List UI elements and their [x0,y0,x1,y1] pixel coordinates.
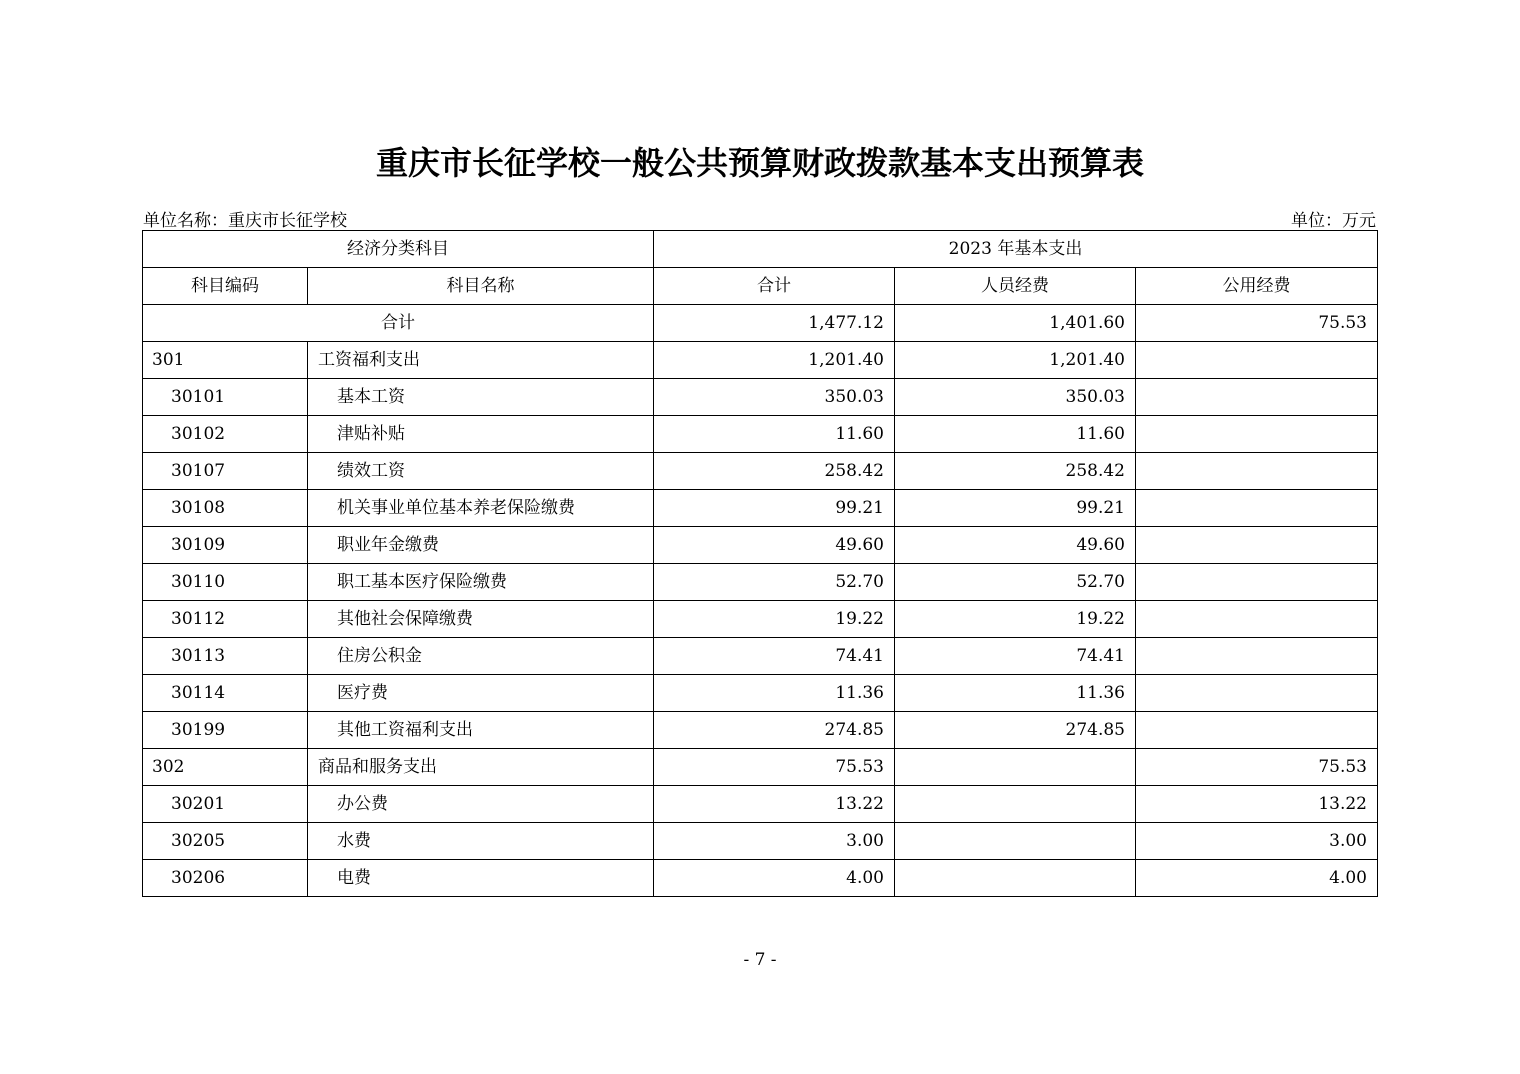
header-row-1 [143,231,1378,268]
total-row-total: 1,477.12 [654,305,895,342]
row-public: 75.53 [1136,749,1378,786]
row-name: 商品和服务支出 [308,749,654,786]
header-econ-class: 经济分类科目 [143,231,654,268]
row-public [1136,675,1378,712]
total-row-public: 75.53 [1136,305,1378,342]
unit-name-label: 单位名称：重庆市长征学校 [143,211,347,231]
table-row [143,453,1378,490]
row-code: 30206 [143,860,308,897]
table-row [143,638,1378,675]
row-public [1136,638,1378,675]
header-name: 科目名称 [308,268,654,305]
row-code: 30109 [143,527,308,564]
row-total: 13.22 [654,786,895,823]
total-row-personnel: 1,401.60 [895,305,1136,342]
row-total: 11.36 [654,675,895,712]
table-row [143,527,1378,564]
unit-label: 单位：万元 [1291,211,1376,231]
table-row [143,786,1378,823]
row-public [1136,342,1378,379]
row-public: 13.22 [1136,786,1378,823]
row-public [1136,712,1378,749]
row-name: 住房公积金 [308,638,654,675]
row-total: 99.21 [654,490,895,527]
header-row-2 [143,268,1378,305]
row-personnel: 49.60 [895,527,1136,564]
row-personnel: 258.42 [895,453,1136,490]
row-personnel: 11.60 [895,416,1136,453]
row-name: 基本工资 [308,379,654,416]
row-name: 职业年金缴费 [308,527,654,564]
row-public [1136,453,1378,490]
row-public [1136,564,1378,601]
row-total: 274.85 [654,712,895,749]
page-number: - 7 - [743,950,777,970]
header-year-basic: 2023 年基本支出 [654,231,1378,268]
table-row [143,564,1378,601]
table-row [143,712,1378,749]
row-code: 30107 [143,453,308,490]
row-code: 30112 [143,601,308,638]
row-total: 4.00 [654,860,895,897]
row-name: 工资福利支出 [308,342,654,379]
row-name: 其他工资福利支出 [308,712,654,749]
row-public [1136,490,1378,527]
row-total: 350.03 [654,379,895,416]
page-title: 重庆市长征学校一般公共预算财政拨款基本支出预算表 [375,144,1144,182]
row-personnel: 1,201.40 [895,342,1136,379]
row-name: 津贴补贴 [308,416,654,453]
row-name: 绩效工资 [308,453,654,490]
table-row [143,749,1378,786]
table-row [143,860,1378,897]
row-public: 3.00 [1136,823,1378,860]
row-public [1136,379,1378,416]
row-name: 办公费 [308,786,654,823]
row-personnel: 52.70 [895,564,1136,601]
row-code: 30110 [143,564,308,601]
row-code: 301 [143,342,308,379]
row-total: 1,201.40 [654,342,895,379]
budget-table [142,230,1378,897]
row-personnel [895,823,1136,860]
header-total: 合计 [654,268,895,305]
row-public [1136,601,1378,638]
row-code: 30101 [143,379,308,416]
row-code: 30199 [143,712,308,749]
row-code: 30205 [143,823,308,860]
header-code: 科目编码 [143,268,308,305]
header-public: 公用经费 [1136,268,1378,305]
row-total: 52.70 [654,564,895,601]
row-public [1136,416,1378,453]
row-personnel: 274.85 [895,712,1136,749]
table-row [143,675,1378,712]
total-row [143,305,1378,342]
table-row [143,379,1378,416]
row-personnel [895,749,1136,786]
row-total: 74.41 [654,638,895,675]
row-personnel: 11.36 [895,675,1136,712]
table-row [143,416,1378,453]
row-personnel: 74.41 [895,638,1136,675]
table-row [143,342,1378,379]
row-total: 49.60 [654,527,895,564]
row-code: 30114 [143,675,308,712]
row-code: 30102 [143,416,308,453]
row-code: 30113 [143,638,308,675]
row-total: 11.60 [654,416,895,453]
row-code: 30108 [143,490,308,527]
row-name: 职工基本医疗保险缴费 [308,564,654,601]
table-row [143,490,1378,527]
row-name: 电费 [308,860,654,897]
table-row [143,823,1378,860]
row-personnel: 350.03 [895,379,1136,416]
row-name: 其他社会保障缴费 [308,601,654,638]
row-name: 医疗费 [308,675,654,712]
table-row [143,601,1378,638]
row-total: 258.42 [654,453,895,490]
row-total: 3.00 [654,823,895,860]
row-total: 19.22 [654,601,895,638]
total-row-label: 合计 [143,305,654,342]
row-code: 302 [143,749,308,786]
row-personnel: 19.22 [895,601,1136,638]
row-code: 30201 [143,786,308,823]
row-personnel [895,786,1136,823]
row-public: 4.00 [1136,860,1378,897]
row-name: 机关事业单位基本养老保险缴费 [308,490,654,527]
row-total: 75.53 [654,749,895,786]
row-public [1136,527,1378,564]
row-personnel: 99.21 [895,490,1136,527]
row-name: 水费 [308,823,654,860]
header-personnel: 人员经费 [895,268,1136,305]
row-personnel [895,860,1136,897]
